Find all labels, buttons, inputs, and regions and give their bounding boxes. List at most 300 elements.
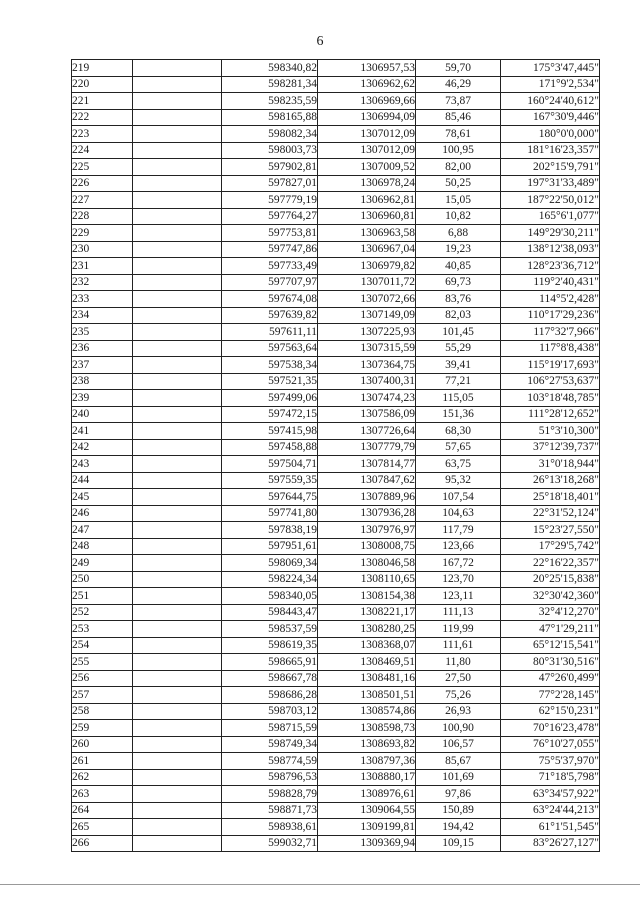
blank-cell xyxy=(133,307,222,324)
blank-cell xyxy=(133,835,222,852)
point-number-cell: 226 xyxy=(72,175,133,192)
x-coordinate-cell: 597827,01 xyxy=(222,175,318,192)
table-row xyxy=(72,439,600,456)
point-number-cell: 261 xyxy=(72,753,133,770)
y-coordinate-cell: 1307474,23 xyxy=(318,390,416,407)
table-row xyxy=(72,819,600,836)
angle-cell: 103°18'48,785" xyxy=(501,390,600,407)
table-row xyxy=(72,769,600,786)
blank-cell xyxy=(133,159,222,176)
distance-cell: 123,11 xyxy=(416,588,501,605)
distance-cell: 82,00 xyxy=(416,159,501,176)
point-number-cell: 263 xyxy=(72,786,133,803)
angle-cell: 76°10'27,055" xyxy=(501,736,600,753)
y-coordinate-cell: 1306957,53 xyxy=(318,60,416,77)
table-row xyxy=(72,60,600,77)
angle-cell: 149°29'30,211" xyxy=(501,225,600,242)
x-coordinate-cell: 597415,98 xyxy=(222,423,318,440)
angle-cell: 111°28'12,652" xyxy=(501,406,600,423)
angle-cell: 117°8'8,438" xyxy=(501,340,600,357)
y-coordinate-cell: 1308797,36 xyxy=(318,753,416,770)
y-coordinate-cell: 1307726,64 xyxy=(318,423,416,440)
table-row xyxy=(72,241,600,258)
point-number-cell: 249 xyxy=(72,555,133,572)
y-coordinate-cell: 1306978,24 xyxy=(318,175,416,192)
blank-cell xyxy=(133,175,222,192)
point-number-cell: 256 xyxy=(72,670,133,687)
table-row xyxy=(72,687,600,704)
y-coordinate-cell: 1307976,97 xyxy=(318,522,416,539)
y-coordinate-cell: 1306979,82 xyxy=(318,258,416,275)
point-number-cell: 239 xyxy=(72,390,133,407)
point-number-cell: 251 xyxy=(72,588,133,605)
distance-cell: 111,13 xyxy=(416,604,501,621)
point-number-cell: 236 xyxy=(72,340,133,357)
angle-cell: 110°17'29,236" xyxy=(501,307,600,324)
blank-cell xyxy=(133,802,222,819)
blank-cell xyxy=(133,769,222,786)
x-coordinate-cell: 597753,81 xyxy=(222,225,318,242)
point-number-cell: 247 xyxy=(72,522,133,539)
point-number-cell: 228 xyxy=(72,208,133,225)
distance-cell: 95,32 xyxy=(416,472,501,489)
table-row xyxy=(72,175,600,192)
table-row xyxy=(72,637,600,654)
table-row xyxy=(72,654,600,671)
angle-cell: 83°26'27,127" xyxy=(501,835,600,852)
y-coordinate-cell: 1308008,75 xyxy=(318,538,416,555)
angle-cell: 75°5'37,970" xyxy=(501,753,600,770)
x-coordinate-cell: 597747,86 xyxy=(222,241,318,258)
angle-cell: 175°3'47,445" xyxy=(501,60,600,77)
y-coordinate-cell: 1308046,58 xyxy=(318,555,416,572)
y-coordinate-cell: 1308693,82 xyxy=(318,736,416,753)
blank-cell xyxy=(133,670,222,687)
point-number-cell: 220 xyxy=(72,76,133,93)
distance-cell: 85,67 xyxy=(416,753,501,770)
angle-cell: 187°22'50,012" xyxy=(501,192,600,209)
y-coordinate-cell: 1308481,16 xyxy=(318,670,416,687)
table-row xyxy=(72,423,600,440)
angle-cell: 77°2'28,145" xyxy=(501,687,600,704)
point-number-cell: 230 xyxy=(72,241,133,258)
point-number-cell: 234 xyxy=(72,307,133,324)
table-row xyxy=(72,291,600,308)
blank-cell xyxy=(133,456,222,473)
x-coordinate-cell: 598871,73 xyxy=(222,802,318,819)
y-coordinate-cell: 1307149,09 xyxy=(318,307,416,324)
blank-cell xyxy=(133,208,222,225)
blank-cell xyxy=(133,291,222,308)
x-coordinate-cell: 597538,34 xyxy=(222,357,318,374)
point-number-cell: 219 xyxy=(72,60,133,77)
point-number-cell: 248 xyxy=(72,538,133,555)
angle-cell: 63°24'44,213" xyxy=(501,802,600,819)
distance-cell: 109,15 xyxy=(416,835,501,852)
y-coordinate-cell: 1308110,65 xyxy=(318,571,416,588)
coordinates-table-body xyxy=(72,60,600,852)
distance-cell: 6,88 xyxy=(416,225,501,242)
distance-cell: 101,69 xyxy=(416,769,501,786)
distance-cell: 27,50 xyxy=(416,670,501,687)
angle-cell: 197°31'33,489" xyxy=(501,175,600,192)
point-number-cell: 255 xyxy=(72,654,133,671)
point-number-cell: 258 xyxy=(72,703,133,720)
angle-cell: 15°23'27,550" xyxy=(501,522,600,539)
bottom-divider xyxy=(0,884,640,885)
angle-cell: 47°1'29,211" xyxy=(501,621,600,638)
blank-cell xyxy=(133,76,222,93)
x-coordinate-cell: 597764,27 xyxy=(222,208,318,225)
y-coordinate-cell: 1308501,51 xyxy=(318,687,416,704)
distance-cell: 73,87 xyxy=(416,93,501,110)
distance-cell: 69,73 xyxy=(416,274,501,291)
x-coordinate-cell: 598082,34 xyxy=(222,126,318,143)
blank-cell xyxy=(133,192,222,209)
y-coordinate-cell: 1308280,25 xyxy=(318,621,416,638)
table-row xyxy=(72,192,600,209)
table-row xyxy=(72,703,600,720)
distance-cell: 26,93 xyxy=(416,703,501,720)
y-coordinate-cell: 1307889,96 xyxy=(318,489,416,506)
table-row xyxy=(72,225,600,242)
blank-cell xyxy=(133,687,222,704)
angle-cell: 20°25'15,838" xyxy=(501,571,600,588)
table-row xyxy=(72,505,600,522)
table-row xyxy=(72,307,600,324)
angle-cell: 181°16'23,357" xyxy=(501,142,600,159)
angle-cell: 119°2'40,431" xyxy=(501,274,600,291)
x-coordinate-cell: 598619,35 xyxy=(222,637,318,654)
distance-cell: 46,29 xyxy=(416,76,501,93)
table-row xyxy=(72,208,600,225)
y-coordinate-cell: 1307009,52 xyxy=(318,159,416,176)
y-coordinate-cell: 1308469,51 xyxy=(318,654,416,671)
x-coordinate-cell: 597707,97 xyxy=(222,274,318,291)
angle-cell: 128°23'36,712" xyxy=(501,258,600,275)
table-row xyxy=(72,753,600,770)
table-row xyxy=(72,159,600,176)
point-number-cell: 257 xyxy=(72,687,133,704)
blank-cell xyxy=(133,225,222,242)
x-coordinate-cell: 598715,59 xyxy=(222,720,318,737)
blank-cell xyxy=(133,126,222,143)
table-row xyxy=(72,538,600,555)
x-coordinate-cell: 597521,35 xyxy=(222,373,318,390)
point-number-cell: 246 xyxy=(72,505,133,522)
distance-cell: 111,61 xyxy=(416,637,501,654)
y-coordinate-cell: 1309369,94 xyxy=(318,835,416,852)
y-coordinate-cell: 1306962,62 xyxy=(318,76,416,93)
blank-cell xyxy=(133,439,222,456)
x-coordinate-cell: 598069,34 xyxy=(222,555,318,572)
point-number-cell: 245 xyxy=(72,489,133,506)
x-coordinate-cell: 598796,53 xyxy=(222,769,318,786)
y-coordinate-cell: 1306963,58 xyxy=(318,225,416,242)
distance-cell: 40,85 xyxy=(416,258,501,275)
y-coordinate-cell: 1308880,17 xyxy=(318,769,416,786)
angle-cell: 160°24'40,612" xyxy=(501,93,600,110)
y-coordinate-cell: 1308154,38 xyxy=(318,588,416,605)
y-coordinate-cell: 1307315,59 xyxy=(318,340,416,357)
x-coordinate-cell: 598828,79 xyxy=(222,786,318,803)
angle-cell: 31°0'18,944" xyxy=(501,456,600,473)
angle-cell: 47°26'0,499" xyxy=(501,670,600,687)
angle-cell: 167°30'9,446" xyxy=(501,109,600,126)
x-coordinate-cell: 599032,71 xyxy=(222,835,318,852)
point-number-cell: 238 xyxy=(72,373,133,390)
blank-cell xyxy=(133,373,222,390)
table-row xyxy=(72,109,600,126)
blank-cell xyxy=(133,786,222,803)
x-coordinate-cell: 598938,61 xyxy=(222,819,318,836)
table-row xyxy=(72,390,600,407)
table-row xyxy=(72,406,600,423)
distance-cell: 115,05 xyxy=(416,390,501,407)
x-coordinate-cell: 598003,73 xyxy=(222,142,318,159)
blank-cell xyxy=(133,555,222,572)
angle-cell: 25°18'18,401" xyxy=(501,489,600,506)
angle-cell: 26°13'18,268" xyxy=(501,472,600,489)
y-coordinate-cell: 1307586,09 xyxy=(318,406,416,423)
angle-cell: 63°34'57,922" xyxy=(501,786,600,803)
blank-cell xyxy=(133,340,222,357)
x-coordinate-cell: 597504,71 xyxy=(222,456,318,473)
table-row xyxy=(72,571,600,588)
y-coordinate-cell: 1308221,17 xyxy=(318,604,416,621)
table-row xyxy=(72,802,600,819)
angle-cell: 138°12'38,093" xyxy=(501,241,600,258)
distance-cell: 19,23 xyxy=(416,241,501,258)
point-number-cell: 222 xyxy=(72,109,133,126)
x-coordinate-cell: 598703,12 xyxy=(222,703,318,720)
distance-cell: 77,21 xyxy=(416,373,501,390)
y-coordinate-cell: 1307364,75 xyxy=(318,357,416,374)
table-row xyxy=(72,588,600,605)
distance-cell: 150,89 xyxy=(416,802,501,819)
distance-cell: 78,61 xyxy=(416,126,501,143)
blank-cell xyxy=(133,819,222,836)
distance-cell: 82,03 xyxy=(416,307,501,324)
distance-cell: 194,42 xyxy=(416,819,501,836)
x-coordinate-cell: 597559,35 xyxy=(222,472,318,489)
point-number-cell: 224 xyxy=(72,142,133,159)
blank-cell xyxy=(133,472,222,489)
y-coordinate-cell: 1308368,07 xyxy=(318,637,416,654)
distance-cell: 117,79 xyxy=(416,522,501,539)
angle-cell: 171°9'2,534" xyxy=(501,76,600,93)
y-coordinate-cell: 1307012,09 xyxy=(318,126,416,143)
distance-cell: 11,80 xyxy=(416,654,501,671)
distance-cell: 57,65 xyxy=(416,439,501,456)
blank-cell xyxy=(133,423,222,440)
point-number-cell: 225 xyxy=(72,159,133,176)
angle-cell: 62°15'0,231" xyxy=(501,703,600,720)
y-coordinate-cell: 1307400,31 xyxy=(318,373,416,390)
point-number-cell: 262 xyxy=(72,769,133,786)
table-row xyxy=(72,274,600,291)
blank-cell xyxy=(133,324,222,341)
table-row xyxy=(72,604,600,621)
table-row xyxy=(72,835,600,852)
angle-cell: 180°0'0,000" xyxy=(501,126,600,143)
point-number-cell: 231 xyxy=(72,258,133,275)
blank-cell xyxy=(133,241,222,258)
y-coordinate-cell: 1307072,66 xyxy=(318,291,416,308)
x-coordinate-cell: 598537,59 xyxy=(222,621,318,638)
table-row xyxy=(72,76,600,93)
blank-cell xyxy=(133,588,222,605)
angle-cell: 32°30'42,360" xyxy=(501,588,600,605)
x-coordinate-cell: 598774,59 xyxy=(222,753,318,770)
blank-cell xyxy=(133,489,222,506)
x-coordinate-cell: 597472,15 xyxy=(222,406,318,423)
blank-cell xyxy=(133,406,222,423)
angle-cell: 17°29'5,742" xyxy=(501,538,600,555)
table-row xyxy=(72,736,600,753)
y-coordinate-cell: 1308598,73 xyxy=(318,720,416,737)
point-number-cell: 235 xyxy=(72,324,133,341)
y-coordinate-cell: 1307011,72 xyxy=(318,274,416,291)
table-row xyxy=(72,456,600,473)
point-number-cell: 221 xyxy=(72,93,133,110)
angle-cell: 65°12'15,541" xyxy=(501,637,600,654)
x-coordinate-cell: 597741,80 xyxy=(222,505,318,522)
distance-cell: 83,76 xyxy=(416,291,501,308)
distance-cell: 85,46 xyxy=(416,109,501,126)
angle-cell: 32°4'12,270" xyxy=(501,604,600,621)
angle-cell: 71°18'5,798" xyxy=(501,769,600,786)
y-coordinate-cell: 1306969,66 xyxy=(318,93,416,110)
distance-cell: 119,99 xyxy=(416,621,501,638)
distance-cell: 101,45 xyxy=(416,324,501,341)
point-number-cell: 240 xyxy=(72,406,133,423)
x-coordinate-cell: 598665,91 xyxy=(222,654,318,671)
coordinates-table xyxy=(71,59,600,852)
table-row xyxy=(72,472,600,489)
point-number-cell: 232 xyxy=(72,274,133,291)
blank-cell xyxy=(133,60,222,77)
point-number-cell: 243 xyxy=(72,456,133,473)
blank-cell xyxy=(133,142,222,159)
point-number-cell: 266 xyxy=(72,835,133,852)
y-coordinate-cell: 1307847,62 xyxy=(318,472,416,489)
angle-cell: 51°3'10,300" xyxy=(501,423,600,440)
table-row xyxy=(72,786,600,803)
x-coordinate-cell: 598281,34 xyxy=(222,76,318,93)
blank-cell xyxy=(133,753,222,770)
point-number-cell: 229 xyxy=(72,225,133,242)
distance-cell: 100,90 xyxy=(416,720,501,737)
blank-cell xyxy=(133,654,222,671)
table-row xyxy=(72,93,600,110)
x-coordinate-cell: 598443,47 xyxy=(222,604,318,621)
x-coordinate-cell: 597674,08 xyxy=(222,291,318,308)
table-row xyxy=(72,258,600,275)
table-row xyxy=(72,621,600,638)
y-coordinate-cell: 1306967,04 xyxy=(318,241,416,258)
angle-cell: 22°16'22,357" xyxy=(501,555,600,572)
x-coordinate-cell: 598667,78 xyxy=(222,670,318,687)
blank-cell xyxy=(133,505,222,522)
y-coordinate-cell: 1306960,81 xyxy=(318,208,416,225)
x-coordinate-cell: 598235,59 xyxy=(222,93,318,110)
x-coordinate-cell: 598340,05 xyxy=(222,588,318,605)
distance-cell: 10,82 xyxy=(416,208,501,225)
distance-cell: 68,30 xyxy=(416,423,501,440)
x-coordinate-cell: 598340,82 xyxy=(222,60,318,77)
y-coordinate-cell: 1308976,61 xyxy=(318,786,416,803)
table-row xyxy=(72,340,600,357)
distance-cell: 107,54 xyxy=(416,489,501,506)
blank-cell xyxy=(133,93,222,110)
point-number-cell: 253 xyxy=(72,621,133,638)
angle-cell: 165°6'1,077" xyxy=(501,208,600,225)
x-coordinate-cell: 598165,88 xyxy=(222,109,318,126)
distance-cell: 75,26 xyxy=(416,687,501,704)
distance-cell: 97,86 xyxy=(416,786,501,803)
table-row xyxy=(72,489,600,506)
blank-cell xyxy=(133,637,222,654)
blank-cell xyxy=(133,621,222,638)
x-coordinate-cell: 597563,64 xyxy=(222,340,318,357)
blank-cell xyxy=(133,357,222,374)
blank-cell xyxy=(133,538,222,555)
angle-cell: 114°5'2,428" xyxy=(501,291,600,308)
y-coordinate-cell: 1309199,81 xyxy=(318,819,416,836)
angle-cell: 22°31'52,124" xyxy=(501,505,600,522)
distance-cell: 123,66 xyxy=(416,538,501,555)
distance-cell: 167,72 xyxy=(416,555,501,572)
page-number: 6 xyxy=(316,34,324,49)
point-number-cell: 252 xyxy=(72,604,133,621)
blank-cell xyxy=(133,274,222,291)
angle-cell: 80°31'30,516" xyxy=(501,654,600,671)
distance-cell: 123,70 xyxy=(416,571,501,588)
table-row xyxy=(72,373,600,390)
x-coordinate-cell: 597838,19 xyxy=(222,522,318,539)
y-coordinate-cell: 1307225,93 xyxy=(318,324,416,341)
point-number-cell: 260 xyxy=(72,736,133,753)
angle-cell: 202°15'9,791" xyxy=(501,159,600,176)
point-number-cell: 242 xyxy=(72,439,133,456)
distance-cell: 39,41 xyxy=(416,357,501,374)
x-coordinate-cell: 597733,49 xyxy=(222,258,318,275)
distance-cell: 151,36 xyxy=(416,406,501,423)
point-number-cell: 254 xyxy=(72,637,133,654)
point-number-cell: 264 xyxy=(72,802,133,819)
distance-cell: 55,29 xyxy=(416,340,501,357)
angle-cell: 117°32'7,966" xyxy=(501,324,600,341)
point-number-cell: 227 xyxy=(72,192,133,209)
table-row xyxy=(72,126,600,143)
point-number-cell: 250 xyxy=(72,571,133,588)
x-coordinate-cell: 598224,34 xyxy=(222,571,318,588)
table-row xyxy=(72,357,600,374)
point-number-cell: 237 xyxy=(72,357,133,374)
distance-cell: 50,25 xyxy=(416,175,501,192)
table-row xyxy=(72,324,600,341)
distance-cell: 106,57 xyxy=(416,736,501,753)
point-number-cell: 244 xyxy=(72,472,133,489)
y-coordinate-cell: 1306994,09 xyxy=(318,109,416,126)
distance-cell: 104,63 xyxy=(416,505,501,522)
blank-cell xyxy=(133,571,222,588)
point-number-cell: 259 xyxy=(72,720,133,737)
table-row xyxy=(72,522,600,539)
distance-cell: 63,75 xyxy=(416,456,501,473)
table-row xyxy=(72,142,600,159)
